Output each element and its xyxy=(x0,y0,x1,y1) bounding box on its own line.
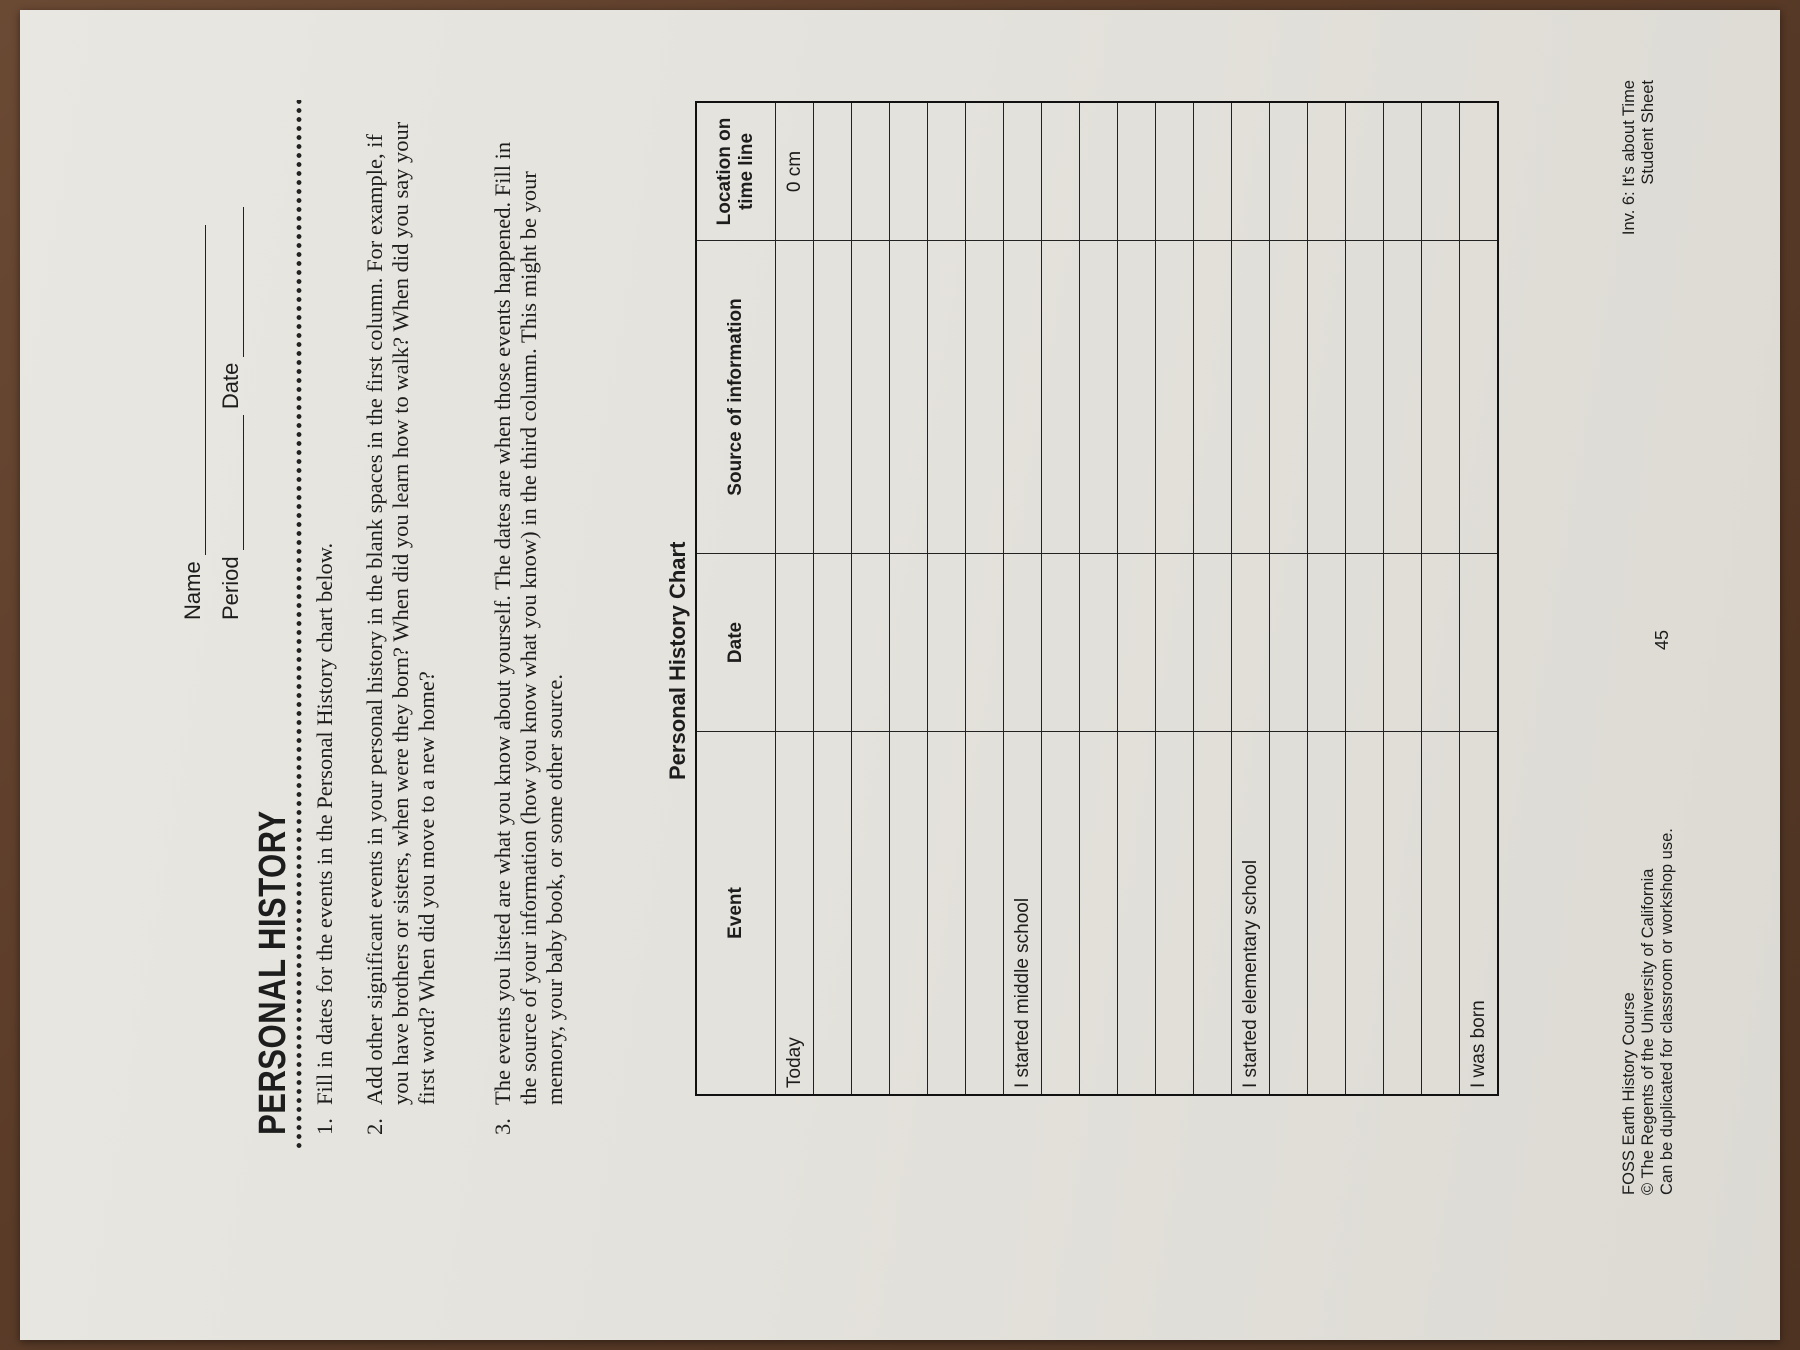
table-row xyxy=(1384,102,1422,1095)
event-cell[interactable] xyxy=(1346,732,1384,1096)
location-cell: 0 cm xyxy=(776,102,814,241)
date-cell[interactable] xyxy=(1308,554,1346,732)
source-cell[interactable] xyxy=(852,241,890,554)
name-label: Name xyxy=(180,561,205,620)
location-cell[interactable] xyxy=(1308,102,1346,241)
location-cell[interactable] xyxy=(1422,102,1460,241)
page-number: 45 xyxy=(1652,629,1672,650)
date-cell[interactable] xyxy=(1042,554,1080,732)
date-cell[interactable] xyxy=(1156,554,1194,732)
event-cell: I started elementary school xyxy=(1232,732,1270,1096)
date-cell[interactable] xyxy=(1460,554,1499,732)
location-cell[interactable] xyxy=(1384,102,1422,241)
location-cell[interactable] xyxy=(1270,102,1308,241)
event-cell: I was born xyxy=(1460,732,1499,1096)
table-row xyxy=(1042,102,1080,1095)
event-cell[interactable] xyxy=(1080,732,1118,1096)
instruction-number: 1. xyxy=(312,1118,337,1135)
course-name: FOSS Earth History Course xyxy=(1620,992,1638,1195)
source-cell[interactable] xyxy=(1118,241,1156,554)
source-cell[interactable] xyxy=(1384,241,1422,554)
period-date-fields xyxy=(218,207,244,620)
chart-title: Personal History Chart xyxy=(665,541,690,780)
table-row xyxy=(1270,102,1308,1095)
event-cell[interactable] xyxy=(1118,732,1156,1096)
location-cell[interactable] xyxy=(1080,102,1118,241)
date-cell[interactable] xyxy=(1232,554,1270,732)
date-cell[interactable] xyxy=(776,554,814,732)
event-cell[interactable] xyxy=(1384,732,1422,1096)
table-row xyxy=(1232,102,1270,1095)
footer-investigation xyxy=(1620,80,1658,300)
event-cell[interactable] xyxy=(1042,732,1080,1096)
footer-credits xyxy=(1620,695,1677,1195)
source-cell[interactable] xyxy=(1156,241,1194,554)
event-cell[interactable] xyxy=(1156,732,1194,1096)
location-cell[interactable] xyxy=(1460,102,1499,241)
source-cell[interactable] xyxy=(966,241,1004,554)
event-cell[interactable] xyxy=(814,732,852,1096)
source-cell[interactable] xyxy=(1460,241,1499,554)
date-cell[interactable] xyxy=(1384,554,1422,732)
source-cell[interactable] xyxy=(890,241,928,554)
duplication-notice: Can be duplicated for classroom or workshop use. xyxy=(1658,828,1676,1195)
name-blank[interactable] xyxy=(185,225,206,555)
event-cell[interactable] xyxy=(890,732,928,1096)
name-field[interactable] xyxy=(180,225,206,620)
sheet-type: Student Sheet xyxy=(1639,80,1657,185)
date-cell[interactable] xyxy=(814,554,852,732)
event-cell[interactable] xyxy=(1422,732,1460,1096)
period-label: Period xyxy=(218,556,243,620)
instruction-number: 3. xyxy=(490,1118,515,1135)
event-cell: I started middle school xyxy=(1004,732,1042,1096)
date-cell[interactable] xyxy=(1270,554,1308,732)
date-cell[interactable] xyxy=(1004,554,1042,732)
event-cell[interactable] xyxy=(966,732,1004,1096)
source-cell[interactable] xyxy=(1004,241,1042,554)
instruction-text: The events you listed are what you know about yourself. The dates are when those events happened. Fill in the source of your information (how you know what you know) in the third column. This might be your memory, your baby book, or some other source. xyxy=(490,141,567,1105)
column-header-date: Date xyxy=(696,554,776,732)
date-cell[interactable] xyxy=(966,554,1004,732)
instruction-text: Fill in dates for the events in the Personal History chart below. xyxy=(312,542,337,1105)
source-cell[interactable] xyxy=(1308,241,1346,554)
source-cell[interactable] xyxy=(1422,241,1460,554)
source-cell[interactable] xyxy=(928,241,966,554)
event-cell[interactable] xyxy=(928,732,966,1096)
location-cell[interactable] xyxy=(966,102,1004,241)
dotted-divider xyxy=(294,100,304,1150)
location-cell[interactable] xyxy=(1194,102,1232,241)
location-cell[interactable] xyxy=(814,102,852,241)
date-cell[interactable] xyxy=(1080,554,1118,732)
location-cell[interactable] xyxy=(1004,102,1042,241)
date-cell[interactable] xyxy=(1194,554,1232,732)
date-cell[interactable] xyxy=(1118,554,1156,732)
location-cell[interactable] xyxy=(890,102,928,241)
table-row xyxy=(1460,102,1499,1095)
table-row xyxy=(966,102,1004,1095)
location-cell[interactable] xyxy=(1232,102,1270,241)
date-cell[interactable] xyxy=(1346,554,1384,732)
table-row xyxy=(1194,102,1232,1095)
table-row xyxy=(1308,102,1346,1095)
investigation-title: Inv. 6: It's about Time xyxy=(1620,80,1638,236)
worksheet-paper xyxy=(20,10,1780,1340)
column-header-location: Location on time line xyxy=(696,102,776,241)
column-header-event: Event xyxy=(696,732,776,1096)
source-cell[interactable] xyxy=(1194,241,1232,554)
table-row xyxy=(928,102,966,1095)
worksheet-page xyxy=(20,10,1780,1340)
date-cell[interactable] xyxy=(890,554,928,732)
instruction-number: 2. xyxy=(362,1118,387,1135)
column-header-source: Source of information xyxy=(696,241,776,554)
event-cell[interactable] xyxy=(852,732,890,1096)
source-cell[interactable] xyxy=(814,241,852,554)
table-row xyxy=(890,102,928,1095)
source-cell[interactable] xyxy=(1080,241,1118,554)
source-cell[interactable] xyxy=(1042,241,1080,554)
location-cell[interactable] xyxy=(1156,102,1194,241)
location-cell[interactable] xyxy=(1118,102,1156,241)
instruction-text: Add other significant events in your personal history in the blank spaces in the first column. For example, if you have brothers or sisters, when were they born? When did you learn how to walk? When did you say your first word? When did you move to a new home? xyxy=(362,121,439,1105)
source-cell[interactable] xyxy=(776,241,814,554)
date-cell[interactable] xyxy=(928,554,966,732)
location-cell[interactable] xyxy=(1042,102,1080,241)
source-cell[interactable] xyxy=(1270,241,1308,554)
event-cell[interactable] xyxy=(1270,732,1308,1096)
event-cell[interactable] xyxy=(1194,732,1232,1096)
table-row xyxy=(1422,102,1460,1095)
personal-history-table xyxy=(695,101,1499,1096)
table-body xyxy=(776,102,1499,1095)
date-cell[interactable] xyxy=(852,554,890,732)
page-title: PERSONAL HISTORY xyxy=(252,810,294,1135)
location-cell[interactable] xyxy=(1346,102,1384,241)
location-cell[interactable] xyxy=(928,102,966,241)
date-cell[interactable] xyxy=(1422,554,1460,732)
source-cell[interactable] xyxy=(1346,241,1384,554)
table-row xyxy=(1004,102,1042,1095)
table-row xyxy=(1156,102,1194,1095)
event-cell[interactable] xyxy=(1308,732,1346,1096)
table-header-row xyxy=(696,102,776,1095)
table-row xyxy=(1080,102,1118,1095)
table-row xyxy=(1118,102,1156,1095)
period-blank[interactable] xyxy=(223,415,244,550)
table-row xyxy=(776,102,814,1095)
table-row xyxy=(814,102,852,1095)
date-label: Date xyxy=(218,362,243,410)
source-cell[interactable] xyxy=(1232,241,1270,554)
table-row xyxy=(852,102,890,1095)
table-row xyxy=(1346,102,1384,1095)
date-blank[interactable] xyxy=(223,207,244,357)
event-cell: Today xyxy=(776,732,814,1096)
copyright-notice: © The Regents of the University of California xyxy=(1639,868,1657,1195)
location-cell[interactable] xyxy=(852,102,890,241)
